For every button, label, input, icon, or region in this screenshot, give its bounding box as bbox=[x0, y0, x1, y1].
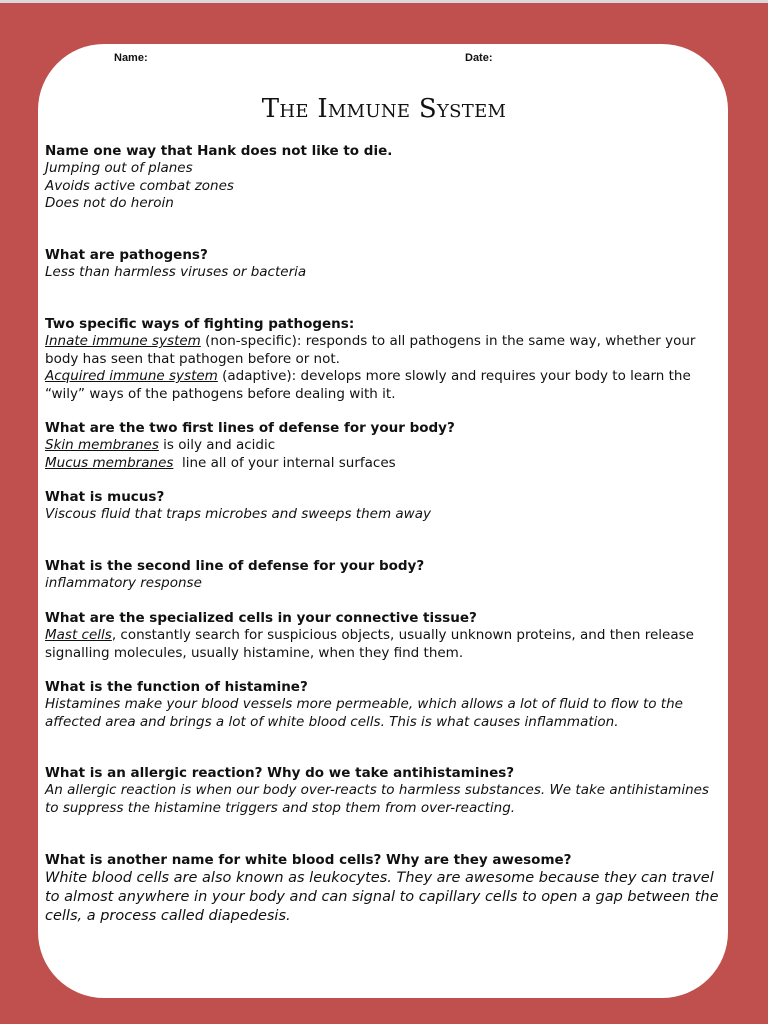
answer-text: (adaptive): develops more slowly and requires your body to learn the “wily” ways of the pathogens before dealing with it. bbox=[45, 368, 691, 402]
section-specialized-cells bbox=[45, 610, 725, 662]
answer-paragraph: White blood cells are also known as leukocytes. They are awesome because they can travel to almost anywhere in your body and can signal to capillary cells to open a gap between the cells, a process called diapedesis. bbox=[45, 870, 719, 925]
answer-text: is oily and acidic bbox=[158, 437, 276, 454]
question: Two specific ways of fighting pathogens: bbox=[45, 316, 355, 332]
question: Name one way that Hank does not like to die. bbox=[45, 143, 393, 159]
answer-line: inflammatory response bbox=[45, 575, 202, 592]
question: What is another name for white blood cells? Why are they awesome? bbox=[45, 852, 572, 868]
section-white-blood-cells bbox=[45, 852, 725, 926]
answer-text: (non-specific): responds to all pathogens in the same way, whether your body has seen that pathogen before or not. bbox=[45, 333, 696, 367]
answer-text: , constantly search for suspicious objects, usually unknown proteins, and then release signalling molecules, usually histamine, when they find them. bbox=[45, 627, 694, 661]
date-label: Date: bbox=[465, 52, 493, 64]
answer-paragraph bbox=[45, 333, 725, 368]
answer-line: Does not do heroin bbox=[45, 195, 174, 212]
answer-paragraph: Histamines make your blood vessels more permeable, which allows a lot of fluid to flow to the affected area and brings a lot of white blood cells. This is what causes inflammation. bbox=[45, 696, 683, 730]
answer-paragraph bbox=[45, 627, 725, 662]
term: Mucus membranes bbox=[45, 454, 174, 471]
section-hank bbox=[45, 143, 725, 213]
question: What are the two first lines of defense for your body? bbox=[45, 420, 455, 436]
section-allergic-reaction bbox=[45, 765, 725, 817]
answer-line: Viscous fluid that traps microbes and sweeps them away bbox=[45, 506, 431, 523]
page-title: The Immune System bbox=[261, 94, 507, 124]
top-border bbox=[0, 0, 768, 3]
question: What is an allergic reaction? Why do we take antihistamines? bbox=[45, 765, 515, 781]
answer-line: Avoids active combat zones bbox=[45, 177, 234, 194]
section-fighting-pathogens bbox=[45, 316, 725, 403]
question: What is the second line of defense for your body? bbox=[45, 558, 425, 574]
term: Innate immune system bbox=[45, 333, 201, 350]
answer-text: line all of your internal surfaces bbox=[173, 454, 396, 471]
term: Acquired immune system bbox=[45, 368, 218, 385]
name-label: Name: bbox=[114, 52, 148, 64]
answer-paragraph bbox=[45, 368, 725, 403]
term: Skin membranes bbox=[45, 437, 159, 454]
answer-line: Less than harmless viruses or bacteria bbox=[45, 264, 307, 281]
question: What are pathogens? bbox=[45, 247, 208, 263]
question: What are the specialized cells in your connective tissue? bbox=[45, 610, 477, 626]
answer-line bbox=[45, 437, 725, 454]
term: Mast cells bbox=[45, 627, 112, 644]
question: What is mucus? bbox=[45, 489, 165, 505]
section-first-lines bbox=[45, 420, 725, 472]
section-mucus bbox=[45, 489, 725, 524]
section-histamine bbox=[45, 679, 725, 731]
question: What is the function of histamine? bbox=[45, 679, 308, 695]
answer-paragraph: An allergic reaction is when our body over-reacts to harmless substances. We take antihistamines to suppress the histamine triggers and stop them from over-reacting. bbox=[45, 782, 709, 816]
answer-line: Jumping out of planes bbox=[45, 160, 193, 177]
section-pathogens bbox=[45, 247, 725, 282]
answer-line bbox=[45, 455, 725, 472]
section-second-line bbox=[45, 558, 725, 593]
